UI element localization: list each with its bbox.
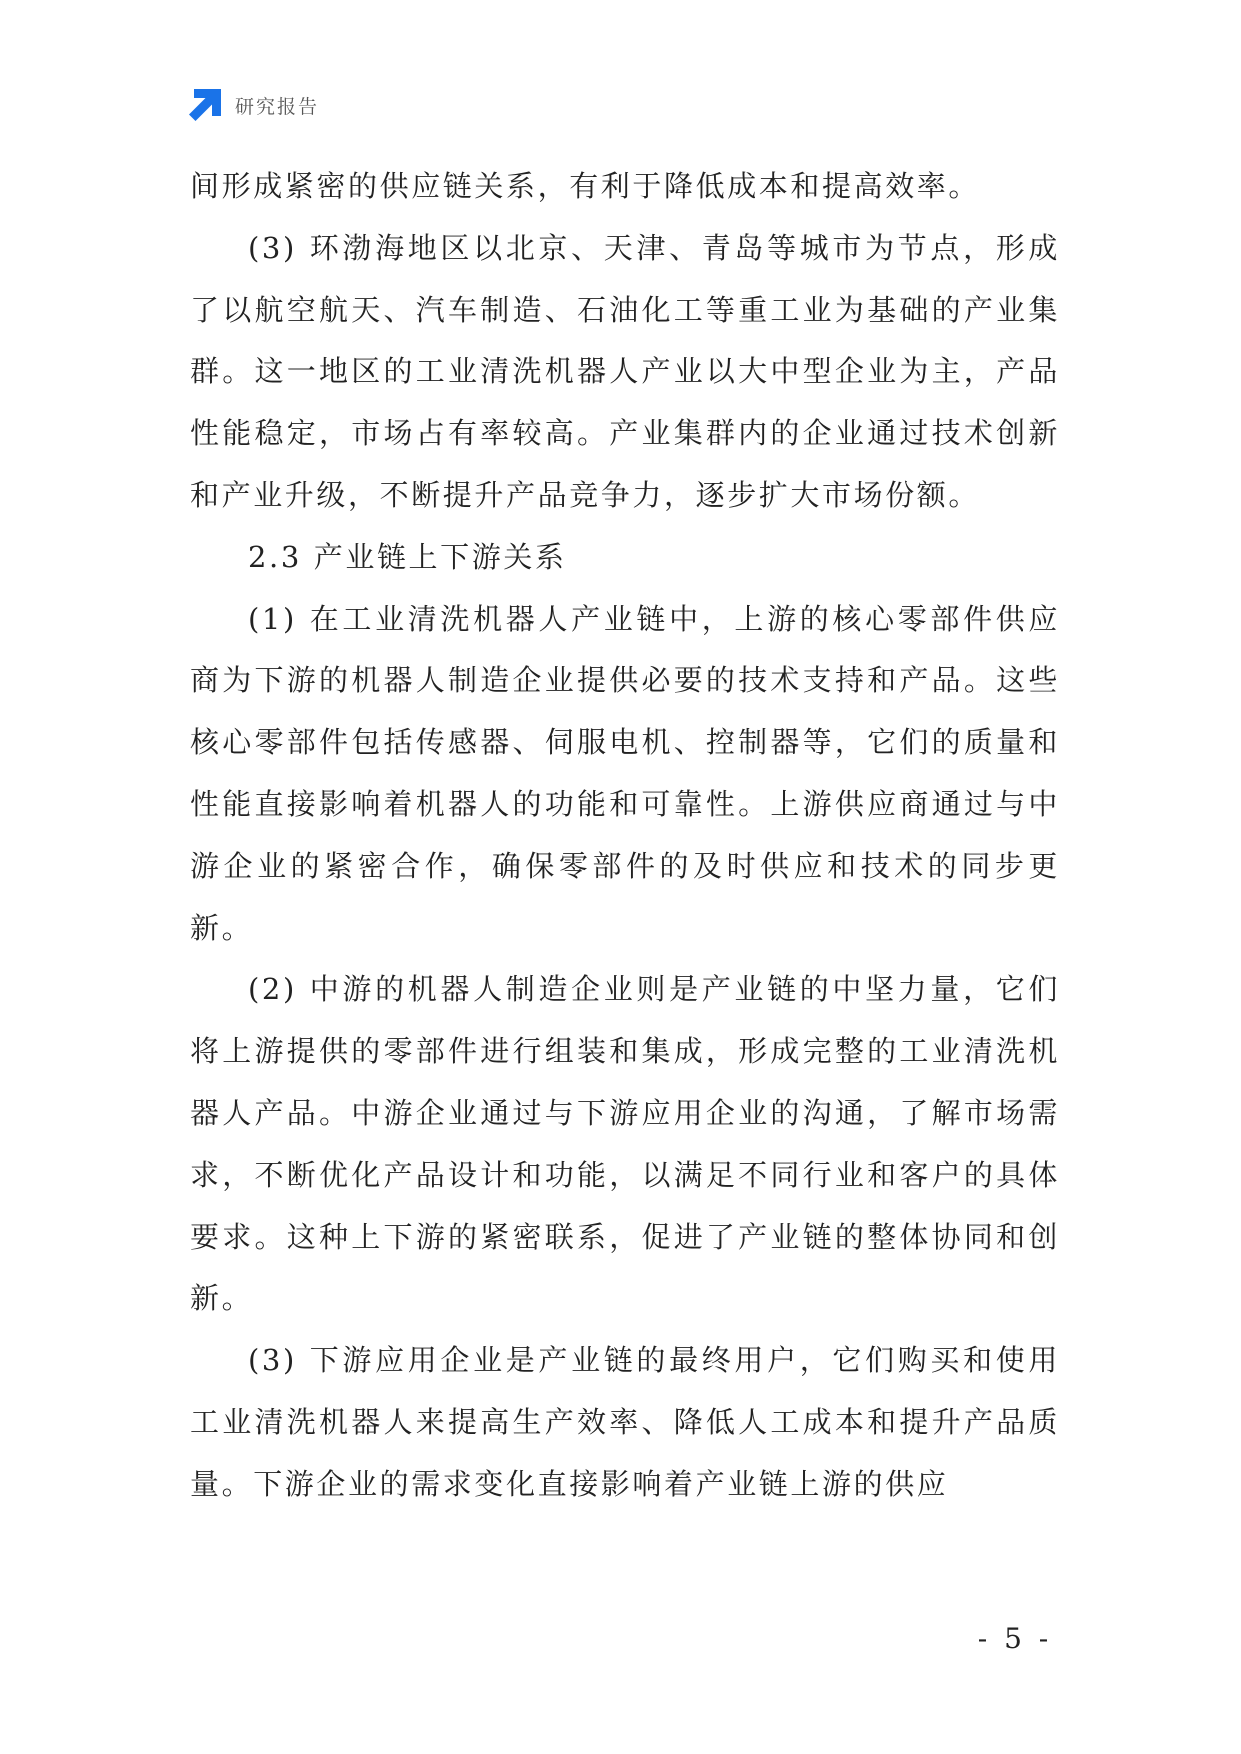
page-header: [188, 88, 319, 122]
paragraph-bohai-region: (3) 环渤海地区以北京、天津、青岛等城市为节点，形成了以航空航天、汽车制造、石油化工等重工业为基础的产业集群。这一地区的工业清洗机器人产业以大中型企业为主，产品性能稳定，市场占有率较高。产业集群内的企业通过技术创新和产业升级，不断提升产品竞争力，逐步扩大市场份额。: [190, 230, 1060, 512]
paragraph-downstream: (3) 下游应用企业是产业链的最终用户，它们购买和使用工业清洗机器人来提高生产效率、降低人工成本和提升产品质量。下游企业的需求变化直接影响着产业链上游的供应: [190, 1343, 1060, 1501]
paragraph-midstream: (2) 中游的机器人制造企业则是产业链的中坚力量，它们将上游提供的零部件进行组装和集成，形成完整的工业清洗机器人产品。中游企业通过与下游应用企业的沟通，了解市场需求，不断优化产品设计和功能，以满足不同行业和客户的具体要求。这种上下游的紧密联系，促进了产业链的整体协同和创新。: [190, 972, 1060, 1316]
paragraph-continuation: 间形成紧密的供应链关系，有利于降低成本和提高效率。: [190, 169, 981, 203]
page-number: - 5 -: [977, 1622, 1053, 1655]
header-title: 研究报告: [235, 95, 320, 118]
arrow-up-right-icon: [188, 89, 221, 122]
paragraph-upstream: (1) 在工业清洗机器人产业链中，上游的核心零部件供应商为下游的机器人制造企业提供必要的技术支持和产品。这些核心零部件包括传感器、伺服电机、控制器等，它们的质量和性能直接影响着机器人的功能和可靠性。上游供应商通过与中游企业的紧密合作，确保零部件的及时供应和技术的同步更新。: [190, 601, 1060, 945]
section-heading: 2.3 产业链上下游关系: [248, 539, 567, 574]
document-body: [190, 156, 1060, 1516]
